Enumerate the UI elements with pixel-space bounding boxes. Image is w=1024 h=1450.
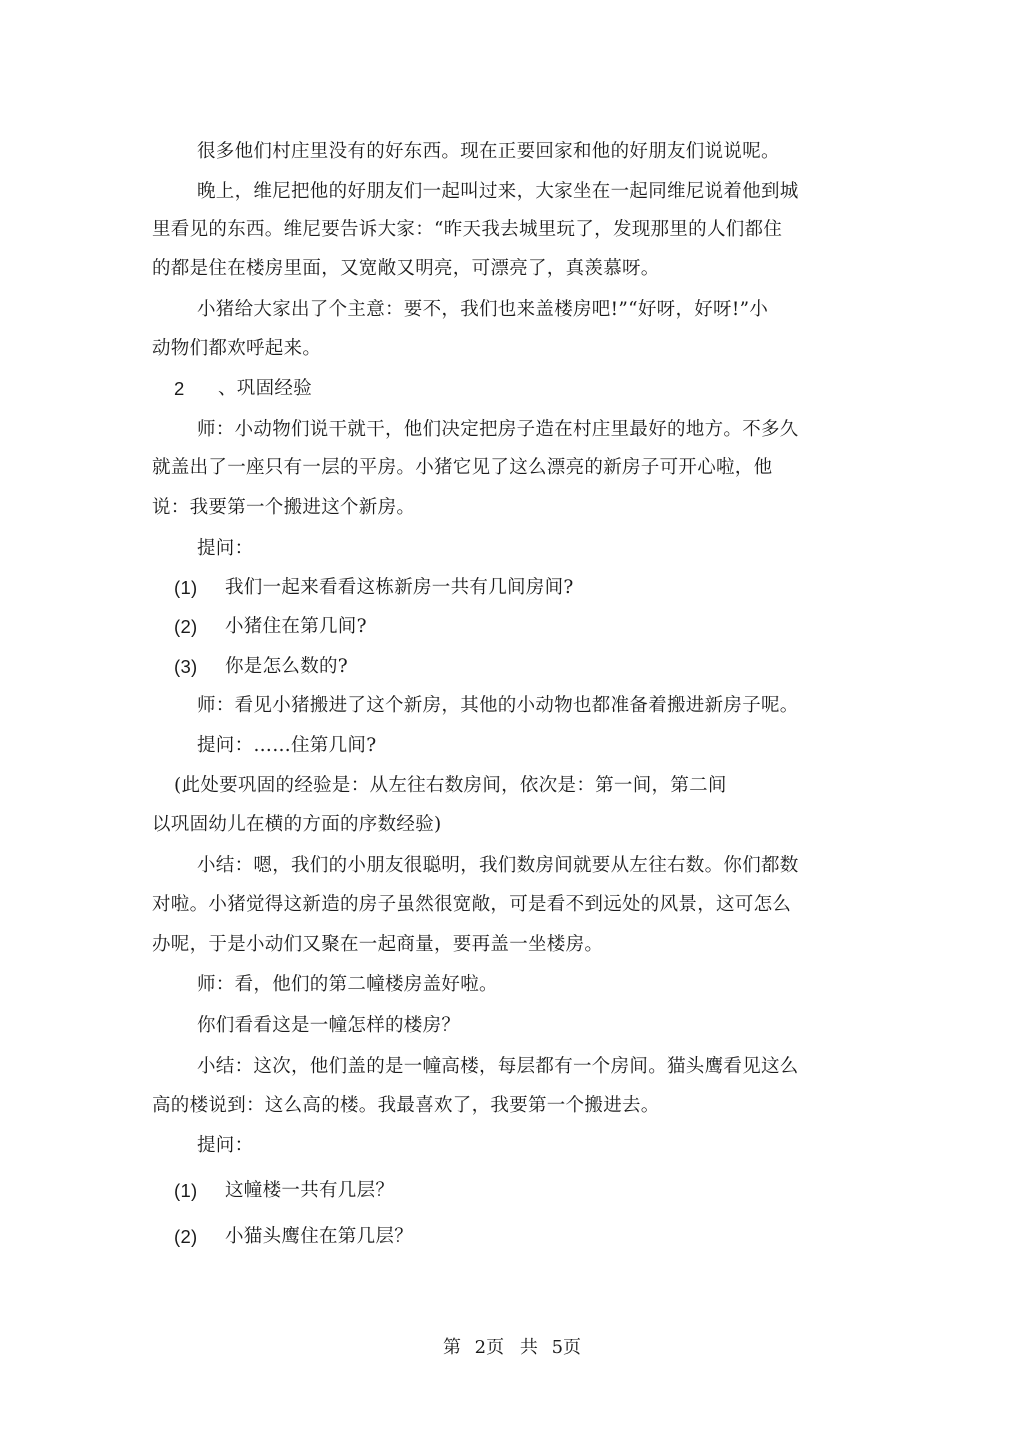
- paragraph-line: 提问：……住第几间?: [197, 735, 377, 756]
- paragraph-line: 师：看，他们的第二幢楼房盖好啦。: [197, 974, 498, 995]
- paragraph-line: 的都是住在楼房里面，又宽敞又明亮，可漂亮了，真羡慕呀。: [152, 258, 660, 279]
- footer-suffix: 页: [563, 1337, 582, 1358]
- page-footer: [0, 1336, 1024, 1360]
- list-item: 我们一起来看看这栋新房一共有几间房间?: [225, 577, 574, 598]
- paragraph-line: 你们看看这是一幢怎样的楼房？: [197, 1015, 461, 1036]
- footer-page-word: 页: [486, 1337, 505, 1358]
- paragraph-line: 很多他们村庄里没有的好东西。现在正要回家和他的好朋友们说说呢。: [197, 141, 780, 162]
- paragraph-line: 小猪给大家出了个主意：要不，我们也来盖楼房吧!”“好呀，好呀!”小: [197, 299, 769, 320]
- paragraph-line: 办呢，于是小动们又聚在一起商量，要再盖一坐楼房。: [152, 934, 604, 955]
- paragraph-line: 师：小动物们说干就干，他们决定把房子造在村庄里最好的地方。不多久: [197, 419, 799, 440]
- section-number: 2: [174, 378, 185, 399]
- list-item: 这幢楼一共有几层？: [225, 1180, 395, 1201]
- list-item: 小猫头鹰住在第几层？: [225, 1226, 414, 1247]
- paragraph-line: 晚上，维尼把他的好朋友们一起叫过来，大家坐在一起同维尼说着他到城: [197, 181, 799, 202]
- section-heading: 、巩固经验: [218, 378, 313, 399]
- paragraph-line: 说：我要第一个搬进这个新房。: [152, 497, 416, 518]
- question-label: 提问：: [197, 1135, 254, 1156]
- list-number: (1): [174, 577, 198, 598]
- question-label: 提问：: [197, 538, 254, 559]
- list-number: (2): [174, 1226, 198, 1247]
- paragraph-line: (此处要巩固的经验是：从左往右数房间，依次是：第一间，第二间: [174, 775, 727, 796]
- paragraph-line: 动物们都欢呼起来。: [152, 338, 322, 359]
- paragraph-line: 对啦。小猪觉得这新造的房子虽然很宽敞，可是看不到远处的风景，这可怎么: [152, 894, 792, 915]
- list-item: 小猪住在第几间?: [225, 616, 367, 637]
- list-number: (2): [174, 616, 198, 637]
- paragraph-line: 以巩固幼儿在横的方面的序数经验): [152, 814, 442, 835]
- paragraph-line: 小结：这次，他们盖的是一幢高楼，每层都有一个房间。猫头鹰看见这么: [197, 1056, 799, 1077]
- paragraph-line: 高的楼说到：这么高的楼。我最喜欢了，我要第一个搬进去。: [152, 1095, 660, 1116]
- total-pages-number: 5: [551, 1337, 564, 1358]
- paragraph-line: 就盖出了一座只有一层的平房。小猪它见了这么漂亮的新房子可开心啦，他: [152, 457, 773, 478]
- paragraph-line: 小结：嗯，我们的小朋友很聪明，我们数房间就要从左往右数。你们都数: [197, 855, 799, 876]
- paragraph-line: 师：看见小猪搬进了这个新房，其他的小动物也都准备着搬进新房子呢。: [197, 695, 799, 716]
- list-item: 你是怎么数的?: [225, 656, 349, 677]
- list-number: (1): [174, 1180, 198, 1201]
- current-page-number: 2: [474, 1337, 487, 1358]
- list-number: (3): [174, 656, 198, 677]
- footer-total-word: 共: [519, 1337, 538, 1358]
- paragraph-line: 里看见的东西。维尼要告诉大家：“昨天我去城里玩了，发现那里的人们都住: [152, 219, 783, 240]
- footer-prefix: 第: [442, 1337, 461, 1358]
